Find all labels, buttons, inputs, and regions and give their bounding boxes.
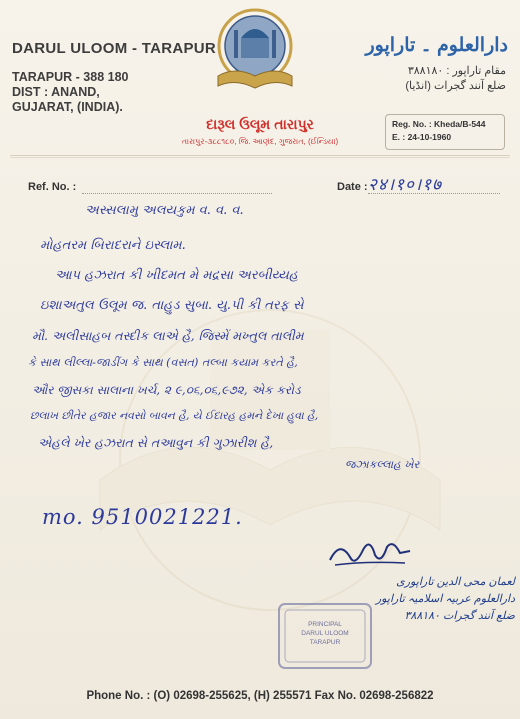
letter-line-8: છલાખ છીતેર હજાર નવસો બાવન હૈ, યે ઈદારહ હમને દેખા હુવા હૈ, [30, 409, 319, 422]
ref-line [82, 193, 272, 194]
ref-label: Ref. No. : [28, 181, 77, 193]
address-line-1: TARAPUR - 388 180 [12, 70, 129, 84]
footer-phone: Phone No. : (O) 02698-255625, (H) 255571 Fax No. 02698-256822 [86, 690, 434, 702]
header-divider [10, 155, 510, 156]
letter-line-1: અસ્સલામુ અલયકુમ વ. વ. વ. [85, 203, 244, 218]
address-english [12, 70, 128, 115]
date-line [368, 193, 500, 194]
address-line-3: GUJARAT, (INDIA). [12, 100, 123, 114]
urdu-sign-org: دارالعلوم عربیہ اسلامیہ تاراپور [375, 593, 515, 605]
letter-line-4: ઇશાઅતુલ ઉલૂમ જ. તાહુડ સુબા. યુ.પી કી તરફ સે [40, 298, 304, 313]
org-name-gujarati: દારૂલ ઉલૂમ તારાપુર [206, 116, 314, 132]
urdu-sign-place: ضلع آنند گجرات ۳۸۸۱۸۰ [404, 610, 515, 622]
signature-scribble-icon [325, 535, 415, 575]
org-name-en: DARUL ULOOM - TARAPUR [12, 40, 217, 57]
org-name-english [12, 40, 216, 57]
address-urdu [405, 64, 506, 94]
address-urdu-line-2: ضلع آنند گجرات (انڈیا) [405, 80, 506, 92]
darul-uloom-logo-icon [210, 6, 300, 102]
header-divider-2 [10, 157, 510, 158]
letter-line-2: મોહતરમ બિરાદરાને ઇસ્લામ. [40, 238, 186, 253]
address-gujarati: તારાપુર-૩૮૮૧૮૦, જિ. આણંદ, ગુજરાત, (ઈન્ડિયા) [181, 137, 339, 146]
urdu-sign-name: لعمان محی الدین تاراپوری [396, 576, 515, 588]
address-line-2: DIST : ANAND, [12, 85, 100, 99]
stamp-line-3: TARAPUR [309, 639, 341, 646]
date-value: २४।१०।१७ [368, 175, 442, 195]
letter-line-9: એહલે ખેર હઝરાત સે તઆવુન કી ગુઝારીશ હૈ, [38, 435, 274, 450]
stamp-line-1: PRINCIPAL [308, 621, 342, 628]
registration-box [385, 114, 505, 150]
letter-line-3: આપ હઝરાત કી ખીદમત મે મદ્રસા અરબીય્યહ [55, 268, 299, 283]
letter-line-7: ઔર જીસકા સાલાના ખર્ચ, ૨ ૯,૦૬,૦૬,૯૭૨, એક કરોડ [32, 383, 301, 397]
stamp-line-2: DARUL ULOOM [301, 630, 349, 637]
letter-line-5: મૌ. અલીસાહબ તસ્દીક લાએ હૈ, જિસ્મેં મખ્તુલ તાલીમ [32, 328, 304, 343]
org-name-urdu: دارالعلوم ۔ تاراپور [365, 35, 508, 56]
date-label: Date : [337, 181, 368, 193]
reg-number: Reg. No. : Kheda/B-544 [392, 119, 486, 129]
letter-line-10: જઝાકલ્લાહ ખેર [345, 458, 420, 471]
reg-date: E. : 24-10-1960 [392, 132, 452, 142]
letter-line-6: કે સાથ લીલ્લા-જાડીંગ કે સાથ (વસત) તલ્બા કયામ કરતે હૈ, [28, 356, 298, 369]
address-urdu-line-1: مقام تاراپور : ۳۸۸۱۸۰ [407, 65, 506, 77]
mobile-number: mo. 9510021221. [42, 505, 243, 529]
urdu-signature-block [340, 574, 515, 625]
